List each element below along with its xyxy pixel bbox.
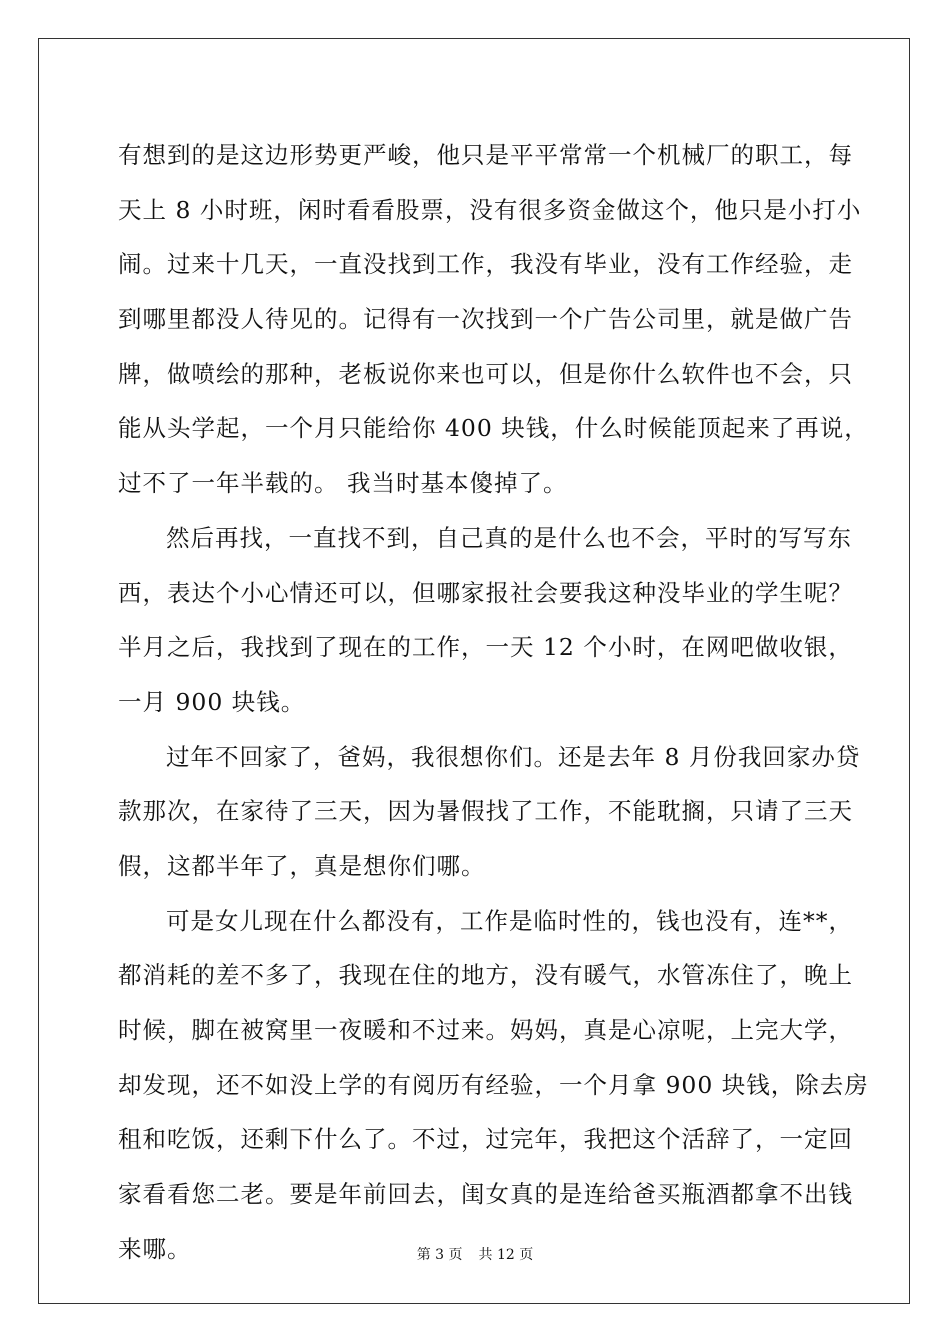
paragraph-first-line: 然后再找，一直找不到，自己真的是什么也不会，平时的写写东: [166, 523, 852, 552]
text-line: 款那次，在家待了三天，因为暑假找了工作，不能耽搁，只请了三天: [118, 797, 853, 826]
text-line: 租和吃饭，还剩下什么了。不过，过完年，我把这个活辞了，一定回: [118, 1125, 853, 1154]
text-line: 西，表达个小心情还可以，但哪家报社会要我这种没毕业的学生呢？: [118, 578, 853, 607]
text-line: 时候，脚在被窝里一夜暖和不过来。妈妈，真是心凉呢，上完大学，: [118, 1016, 853, 1044]
text-line: 却发现，还不如没上学的有阅历有经验，一个月拿 900 块钱，除去房: [118, 1070, 869, 1099]
page-number-current: 第 3 页: [416, 1247, 463, 1263]
paragraph-first-line: 可是女儿现在什么都没有，工作是临时性的，钱也没有，连**，: [166, 906, 853, 935]
text-line: 牌，做喷绘的那种，老板说你来也可以，但是你什么软件也不会，只: [118, 359, 853, 388]
text-line: 来哪。: [118, 1234, 192, 1263]
text-line: 到哪里都没人待见的。记得有一次找到一个广告公司里，就是做广告: [118, 305, 853, 334]
text-line: 闹。过来十几天，一直没找到工作，我没有毕业，没有工作经验，走: [118, 250, 853, 279]
document-body: [118, 128, 869, 1276]
text-line: 过不了一年半载的。 我当时基本傻掉了。: [118, 469, 568, 498]
text-line: 天上 8 小时班，闲时看看股票，没有很多资金做这个，他只是小打小: [118, 195, 862, 224]
paragraph-first-line: 过年不回家了，爸妈，我很想你们。还是去年 8 月份我回家办贷: [166, 742, 861, 771]
page-number-total: 共 12 页: [478, 1247, 534, 1263]
text-line: 家看看您二老。要是年前回去，闺女真的是连给爸买瓶酒都拿不出钱: [118, 1180, 853, 1209]
text-line: 半月之后，我找到了现在的工作，一天 12 个小时，在网吧做收银，: [118, 633, 853, 662]
page-footer: [0, 1244, 950, 1264]
text-line: 都消耗的差不多了，我现在住的地方，没有暖气，水管冻住了，晚上: [118, 961, 853, 990]
text-line: 能从头学起，一个月只能给你 400 块钱，什么时候能顶起来了再说，: [118, 414, 869, 443]
text-line: 假，这都半年了，真是想你们哪。: [118, 851, 486, 880]
text-line: 一月 900 块钱。: [118, 687, 306, 716]
text-line: 有想到的是这边形势更严峻，他只是平平常常一个机械厂的职工，每: [118, 141, 853, 169]
